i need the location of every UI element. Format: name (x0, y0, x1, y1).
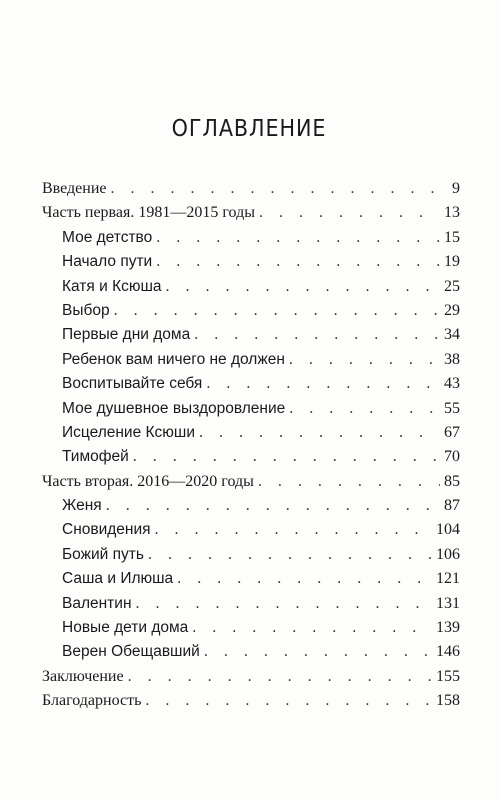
toc-entry-title: Выбор (62, 301, 110, 319)
toc-entry (42, 668, 460, 692)
toc-entry-title: Мое детство (62, 228, 153, 246)
toc-entry-title: Исцеление Ксюши (62, 423, 196, 441)
toc-entry-page-number: 38 (444, 350, 460, 368)
toc-entry-title: Воспитывайте себя (62, 375, 203, 393)
dot-leader (136, 595, 432, 613)
toc-entry-title: Новые дети дома (62, 619, 189, 637)
toc-entry-title: Божий путь (62, 545, 144, 563)
toc-entry (42, 619, 460, 643)
dot-leader (204, 643, 432, 661)
toc-entry (42, 375, 460, 399)
toc-entry-page-number: 155 (436, 667, 460, 685)
toc-entry-title: Верен Обещавший (62, 643, 200, 661)
toc-entry-title: Первые дни дома (62, 326, 191, 344)
toc-entry (42, 302, 460, 326)
dot-leader (133, 448, 440, 466)
toc-entry (42, 521, 460, 545)
toc-entry-title: Сновидения (62, 521, 151, 539)
dot-leader (156, 229, 440, 247)
dot-leader (199, 424, 440, 442)
table-of-contents (42, 180, 460, 717)
toc-entry (42, 692, 460, 716)
toc-entry (42, 278, 460, 302)
toc-entry (42, 570, 460, 594)
dot-leader (192, 619, 432, 637)
toc-entry-title: Ребенок вам ничего не должен (62, 350, 285, 368)
toc-entry (42, 351, 460, 375)
toc-entry-title: Часть первая. 1981—2015 годы (42, 204, 255, 222)
dot-leader (194, 326, 440, 344)
toc-entry-title: Заключение (42, 667, 124, 685)
dot-leader (166, 278, 440, 296)
toc-entry (42, 546, 460, 570)
dot-leader (258, 473, 440, 491)
toc-entry (42, 448, 460, 472)
dot-leader (128, 668, 432, 686)
toc-entry-title: Тимофей (62, 448, 129, 466)
toc-entry-page-number: 34 (444, 326, 460, 344)
toc-entry-page-number: 29 (444, 301, 460, 319)
dot-leader (106, 497, 440, 515)
toc-entry (42, 253, 460, 277)
toc-entry-title: Саша и Илюша (62, 570, 174, 588)
toc-entry (42, 326, 460, 350)
dot-leader (111, 180, 449, 198)
toc-entry (42, 400, 460, 424)
dot-leader (114, 302, 440, 320)
toc-entry-page-number: 121 (436, 570, 460, 588)
toc-entry-page-number: 104 (436, 521, 460, 539)
toc-entry-title: Женя (62, 497, 102, 515)
toc-entry-page-number: 85 (444, 472, 460, 490)
toc-entry-page-number: 25 (444, 277, 460, 295)
toc-entry-title: Начало пути (62, 253, 153, 271)
toc-entry-page-number: 131 (436, 594, 460, 612)
toc-entry-title: Введение (42, 180, 107, 197)
toc-entry (42, 424, 460, 448)
toc-entry-page-number: 19 (444, 253, 460, 271)
dot-leader (206, 375, 440, 393)
toc-entry-page-number: 106 (436, 545, 460, 563)
page-title: ОГЛАВЛЕНИЕ (171, 116, 327, 142)
toc-entry-page-number: 146 (436, 643, 460, 661)
toc-entry-title: Часть вторая. 2016—2020 годы (42, 472, 254, 490)
toc-entry-page-number: 9 (452, 180, 460, 197)
toc-entry (42, 497, 460, 521)
toc-entry-title: Катя и Ксюша (62, 277, 162, 295)
toc-entry (42, 180, 460, 204)
toc-entry (42, 229, 460, 253)
dot-leader (156, 253, 440, 271)
dot-leader (289, 400, 440, 418)
toc-entry-page-number: 43 (444, 375, 460, 393)
dot-leader (148, 546, 432, 564)
toc-entry (42, 595, 460, 619)
toc-entry-page-number: 55 (444, 399, 460, 417)
dot-leader (155, 521, 432, 539)
toc-entry (42, 473, 460, 497)
toc-entry-page-number: 139 (436, 619, 460, 637)
dot-leader (259, 204, 440, 222)
toc-entry-page-number: 67 (444, 423, 460, 441)
toc-entry-title: Валентин (62, 594, 132, 612)
toc-entry (42, 643, 460, 667)
dot-leader (177, 570, 432, 588)
toc-entry-page-number: 158 (436, 692, 460, 710)
toc-entry-page-number: 70 (444, 448, 460, 466)
toc-entry-page-number: 15 (444, 228, 460, 246)
dot-leader (289, 351, 440, 369)
toc-entry (42, 204, 460, 228)
toc-entry-title: Мое душевное выздоровление (62, 399, 286, 417)
dot-leader (145, 692, 432, 710)
toc-entry-page-number: 13 (444, 204, 460, 222)
toc-entry-page-number: 87 (444, 497, 460, 515)
toc-entry-title: Благодарность (42, 692, 142, 710)
